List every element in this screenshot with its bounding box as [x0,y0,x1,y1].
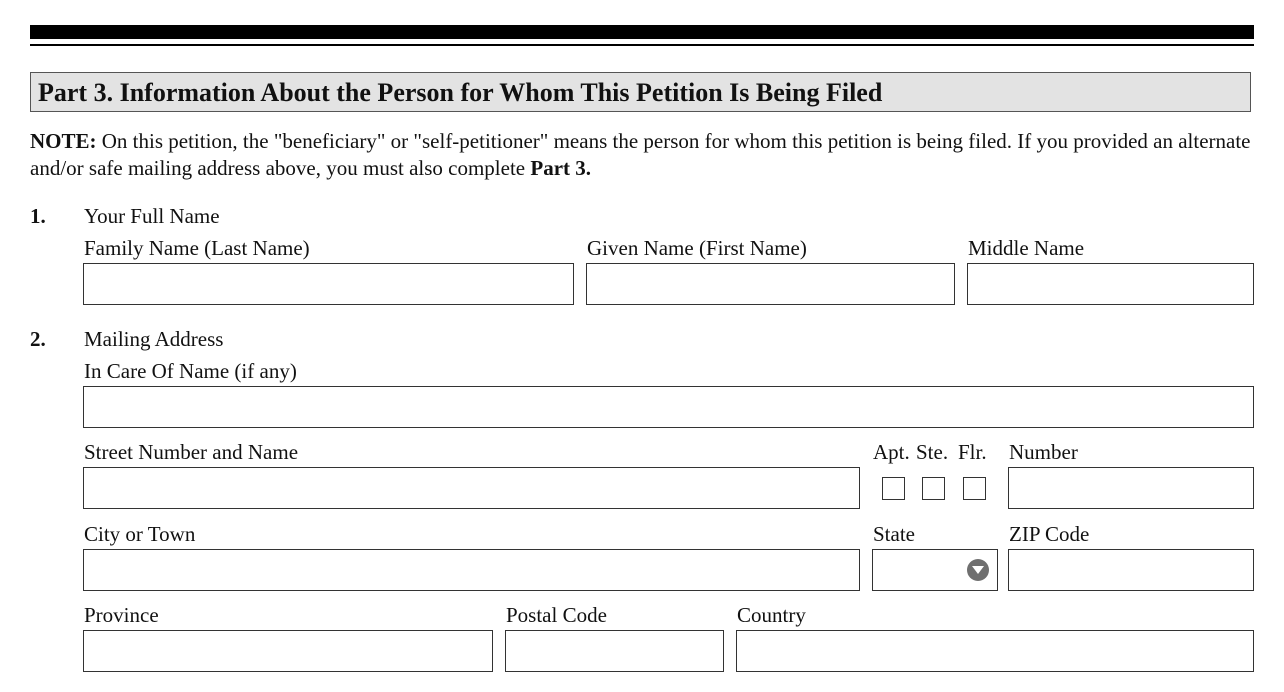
zip-label: ZIP Code [1009,522,1090,546]
note-label: NOTE: [30,129,97,153]
apt-label: Apt. [873,440,910,464]
care-of-name-label: In Care Of Name (if any) [84,359,297,383]
number-label: Number [1009,440,1078,464]
street-field[interactable] [83,467,860,509]
country-field[interactable] [736,630,1254,672]
apt-number-field[interactable] [1008,467,1254,509]
chevron-down-circle-icon[interactable] [967,559,989,581]
family-name-label: Family Name (Last Name) [84,236,310,260]
flr-label: Flr. [958,440,987,464]
given-name-field[interactable] [586,263,955,305]
state-select[interactable] [872,549,998,591]
note-part-ref: Part 3. [530,156,592,180]
street-label: Street Number and Name [84,440,299,464]
part-header [30,72,1251,112]
postal-code-field[interactable] [505,630,724,672]
given-name-label: Given Name (First Name) [587,236,807,260]
item-1-number: 1. [30,204,46,228]
zip-field[interactable] [1008,549,1254,591]
province-label: Province [84,603,159,627]
header-rule-thin [30,44,1254,46]
postal-code-label: Postal Code [506,603,607,627]
item-1-title: Your Full Name [84,204,220,228]
state-label: State [873,522,915,546]
header-rule-thick [30,25,1254,39]
flr-checkbox[interactable] [963,477,986,500]
city-field[interactable] [83,549,860,591]
part-title: Part 3. Information About the Person for Whom This Petition Is Being Filed [38,78,883,107]
item-2-number: 2. [30,327,46,351]
province-field[interactable] [83,630,493,672]
city-label: City or Town [84,522,196,546]
note-paragraph [30,128,1260,182]
note-text: On this petition, the "beneficiary" or "self-petitioner" means the person for whom this petition is being filed. If you provided an alternate and/or safe mailing address above, you must also complete [30,129,1251,180]
apt-checkbox[interactable] [882,477,905,500]
country-label: Country [737,603,806,627]
care-of-name-field[interactable] [83,386,1254,428]
ste-label: Ste. [916,440,949,464]
middle-name-field[interactable] [967,263,1254,305]
family-name-field[interactable] [83,263,574,305]
ste-checkbox[interactable] [922,477,945,500]
middle-name-label: Middle Name [968,236,1085,260]
item-2-title: Mailing Address [84,327,224,351]
